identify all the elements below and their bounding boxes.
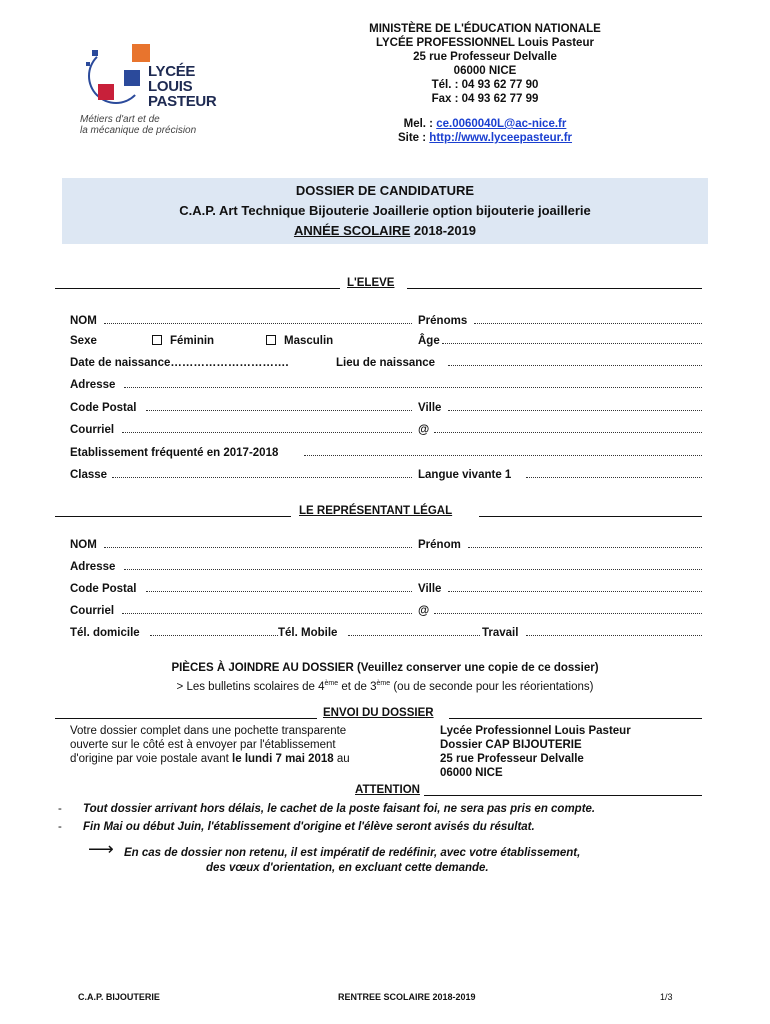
title-line1: DOSSIER DE CANDIDATURE	[295, 183, 475, 198]
logo-blue-square-icon	[124, 70, 140, 86]
logo-orange-square-icon	[132, 44, 150, 62]
logo-dot-icon	[92, 50, 98, 56]
label-at: @	[418, 424, 430, 436]
row-rep-nom-prenom	[70, 538, 702, 552]
label-rep-adresse: Adresse	[70, 561, 116, 573]
label-etablissement: Etablissement fréquenté en 2017-2018	[70, 447, 279, 459]
field-tel-mobile[interactable]	[348, 626, 480, 636]
row-nom-prenoms	[70, 314, 702, 328]
field-adresse[interactable]	[124, 378, 702, 388]
section-attention-title: ATTENTION	[351, 784, 424, 796]
ministry-name: MINISTÈRE DE L'ÉDUCATION NATIONALE	[369, 23, 601, 35]
row-rep-telephones	[70, 626, 702, 640]
school-street: 25 rue Professeur Delvalle	[413, 51, 557, 63]
section-eleve	[55, 277, 702, 291]
field-courriel-user[interactable]	[122, 423, 412, 433]
field-travail[interactable]	[526, 626, 702, 636]
pieces-block	[60, 660, 710, 695]
email-link[interactable]: ce.0060040L@ac-nice.fr	[436, 118, 567, 130]
field-tel-domicile[interactable]	[150, 626, 278, 636]
row-classe-langue	[70, 468, 702, 482]
logo-dot-icon	[86, 62, 90, 66]
label-prenoms: Prénoms	[418, 315, 468, 327]
row-naissance	[70, 356, 702, 370]
title-line2: C.A.P. Art Technique Bijouterie Joaillerie option bijouterie joaillerie	[179, 203, 591, 218]
row-sexe-age	[70, 334, 702, 348]
pieces-title: PIÈCES À JOINDRE AU DOSSIER (Veuillez conserver une copie de ce dossier)	[171, 662, 599, 674]
label-sexe: Sexe	[70, 335, 97, 347]
field-age[interactable]	[442, 334, 702, 344]
row-adresse	[70, 378, 702, 392]
section-representant	[55, 505, 702, 519]
label-rep-code-postal: Code Postal	[70, 583, 137, 595]
footer-center: RENTREE SCOLAIRE 2018-2019	[338, 992, 476, 1002]
checkbox-masculin[interactable]	[266, 335, 276, 345]
field-rep-ville[interactable]	[448, 582, 702, 592]
school-header	[330, 22, 640, 106]
label-tel-mobile: Tél. Mobile	[278, 627, 338, 639]
checkbox-feminin[interactable]	[152, 335, 162, 345]
field-rep-prenom[interactable]	[468, 538, 702, 548]
field-ville[interactable]	[448, 401, 702, 411]
field-nom[interactable]	[104, 314, 412, 324]
field-prenoms[interactable]	[474, 314, 702, 324]
envoi-address: Lycée Professionnel Louis Pasteur Dossier CAP BIJOUTERIE 25 rue Professeur Delvalle 06000 NICE	[440, 725, 631, 779]
label-tel-domicile: Tél. domicile	[70, 627, 140, 639]
row-cp-ville	[70, 401, 702, 415]
section-envoi	[55, 707, 702, 721]
field-classe[interactable]	[112, 468, 412, 478]
label-rep-nom: NOM	[70, 539, 97, 551]
label-travail: Travail	[482, 627, 519, 639]
section-attention	[55, 784, 702, 798]
row-rep-adresse	[70, 560, 702, 574]
label-langue: Langue vivante 1	[418, 469, 512, 481]
label-rep-courriel: Courriel	[70, 605, 115, 617]
field-rep-nom[interactable]	[104, 538, 412, 548]
logo-red-square-icon	[98, 84, 114, 100]
field-rep-courriel-user[interactable]	[122, 604, 412, 614]
logo-name: LYCÉE LOUIS PASTEUR	[148, 63, 217, 110]
label-lieu-naissance: Lieu de naissance	[336, 357, 436, 369]
label-rep-at: @	[418, 605, 430, 617]
footer-left: C.A.P. BIJOUTERIE	[78, 992, 160, 1002]
label-rep-ville: Ville	[418, 583, 442, 595]
label-feminin: Féminin	[170, 335, 215, 347]
envoi-instructions: Votre dossier complet dans une pochette transparente ouverte sur le côté est à envoyer par l'établissement d'origine par voie postale avant le lundi 7 mai 2018 au	[70, 725, 350, 765]
field-rep-courriel-domain[interactable]	[434, 604, 702, 614]
section-eleve-title: L'ELEVE	[343, 277, 398, 289]
school-fax: Fax : 04 93 62 77 99	[431, 93, 539, 105]
field-rep-code-postal[interactable]	[146, 582, 412, 592]
row-courriel	[70, 423, 702, 437]
field-code-postal[interactable]	[146, 401, 412, 411]
field-etablissement[interactable]	[304, 446, 702, 456]
application-title-box	[62, 178, 708, 244]
label-masculin: Masculin	[284, 335, 334, 347]
attention-note: ⟶ En cas de dossier non retenu, il est impératif de redéfinir, avec votre établissement, des vœux d'orientation, en excluant cette demande.	[88, 839, 581, 874]
field-langue[interactable]	[526, 468, 702, 478]
school-name: LYCÉE PROFESSIONNEL Louis Pasteur	[376, 37, 594, 49]
title-line3: ANNÉE SCOLAIRE 2018-2019	[293, 223, 477, 238]
field-lieu-naissance[interactable]	[448, 356, 702, 366]
field-courriel-domain[interactable]	[434, 423, 702, 433]
label-nom: NOM	[70, 315, 97, 327]
label-age: Âge	[418, 335, 440, 347]
mel-label: Mel. :	[403, 118, 437, 130]
section-representant-title: LE REPRÉSENTANT LÉGAL	[295, 505, 456, 517]
school-tel: Tél. : 04 93 62 77 90	[431, 79, 539, 91]
label-ville: Ville	[418, 402, 442, 414]
row-rep-courriel	[70, 604, 702, 618]
field-rep-adresse[interactable]	[124, 560, 702, 570]
logo-tagline: Métiers d'art et de la mécanique de précision	[80, 114, 197, 136]
footer-page-number: 1/3	[660, 992, 673, 1002]
website-link[interactable]: http://www.lyceepasteur.fr	[429, 132, 573, 144]
label-courriel: Courriel	[70, 424, 115, 436]
school-city: 06000 NICE	[453, 65, 517, 77]
label-adresse: Adresse	[70, 379, 116, 391]
row-etablissement	[70, 446, 702, 460]
arrow-right-icon: ⟶	[88, 839, 114, 859]
label-classe: Classe	[70, 469, 108, 481]
section-envoi-title: ENVOI DU DOSSIER	[319, 707, 438, 719]
label-code-postal: Code Postal	[70, 402, 137, 414]
site-label: Site :	[397, 132, 430, 144]
school-contact	[330, 117, 640, 145]
school-logo	[80, 40, 230, 150]
pieces-line: > Les bulletins scolaires de 4ème et de 3ème (ou de seconde pour les réorientations)	[176, 680, 594, 693]
label-date-naissance[interactable]: Date de naissance………………………….	[70, 357, 289, 369]
row-rep-cp-ville	[70, 582, 702, 596]
label-rep-prenom: Prénom	[418, 539, 461, 551]
